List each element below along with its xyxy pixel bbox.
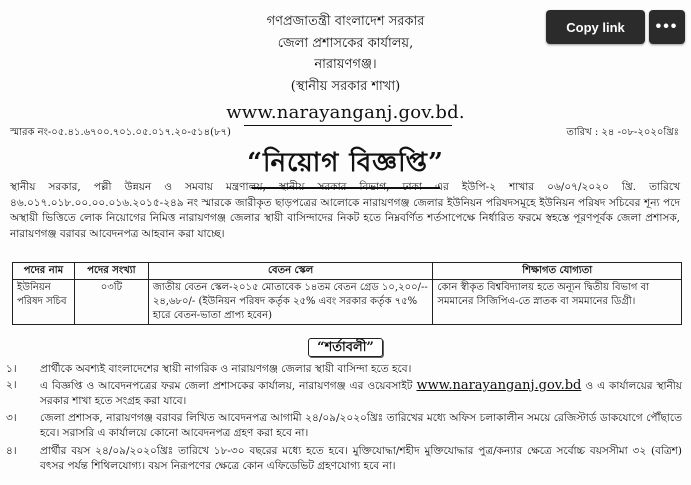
office-name: জেলা প্রশাসকের কার্যালয়,	[277, 36, 414, 51]
govt-name: গণপ্রজাতন্ত্রী বাংলাদেশ সরকার	[266, 14, 425, 29]
condition-text-part: এ বিজ্ঞপ্তি ও আবেদনপত্রের ফরম জেলা প্রশাসকের কার্যালয়, নারায়ণগঞ্জ এর ওয়েবসাইট	[40, 380, 417, 392]
header-pay-scale: বেতন স্কেল	[148, 263, 433, 280]
condition-number: ২।	[6, 379, 17, 391]
condition-text	[40, 378, 682, 409]
condition-item	[6, 444, 682, 474]
header-qualification: শিক্ষাগত যোগ্যতা	[433, 263, 682, 280]
condition-number: ৪।	[6, 445, 17, 457]
table-row	[13, 280, 682, 325]
condition-item	[6, 411, 682, 441]
cell-pay-scale: জাতীয় বেতন স্কেল-২০১৫ মোতাবেক ১৪তম বেতন গ্রেড ১০,২০০/-- ২৪,৬৮০/- (ইউনিয়ন পরিষদ কর্তৃক ২৫% এবং সরকার কর্তৃক ৭৫% হারে বেতন-ভাতা প্রাপ্য হবেন)	[148, 280, 433, 325]
cell-post-count: ০৩টি	[74, 280, 148, 325]
condition-item	[6, 378, 682, 409]
website-header: www.narayanganj.gov.bd.	[0, 102, 691, 123]
intro-paragraph: স্থানীয় সরকার, পল্লী উন্নয়ন ও সমবায় মন্ত্রণালয়, স্থানীয় সরকার বিভাগ, ঢাকা এর ইউপি-২ শাখার ০৬/০৭/২০২০ খ্রি. তারিখে ৪৬.০১৭.০১৮.০০.০০.০১৬.২০১৫-২৪৯ নং স্মারকে জারীকৃত ছাড়পত্রের আলোকে নারায়ণগঞ্জ জেলার ইউনিয়ন পরিষদসমূহে ইউনিয়ন পরিষদ সচিবের শূন্য পদে অস্থায়ী ভিত্তিতে লোক নিয়োগের নিমিত্ত নারায়ণগঞ্জ জেলার স্থায়ী বাসিন্দাদের নিকট হতে নিম্নবর্ণিত শর্তসাপেক্ষে নির্ধারিত ফরমে স্বহস্তে পূরণপূর্বক জেলা প্রশাসক, নারায়ণগঞ্জ বরাবর আবেদনপত্র আহবান করা যাচ্ছে।	[10, 181, 680, 240]
conditions-title-text: “শর্তাবলী”	[308, 338, 383, 357]
condition-number: ১।	[6, 363, 17, 375]
conditions-title	[0, 338, 691, 359]
condition-number: ৩।	[6, 412, 17, 424]
condition-text: প্রার্থীকে অবশ্যই বাংলাদেশের স্থায়ী নাগরিক ও নারায়ণগঞ্জ জেলার স্থায়ী বাসিন্দা হতে হবে।	[40, 363, 412, 375]
header-post-count: পদের সংখ্যা	[74, 263, 148, 280]
condition-text-part: ও এ কার্যালয়ের স্থানীয় সরকার শাখা হতে সংগ্রহ করা যাবে।	[40, 380, 682, 407]
header-post-name: পদের নাম	[13, 263, 75, 280]
memo-number: স্মারক নং-০৫.৪১.৬৭০০.৭০১.০৫.০১৭.২০-৫১৪(৮৭)	[10, 127, 231, 138]
table-header-row	[13, 263, 682, 280]
condition-item	[6, 362, 682, 377]
more-icon: •••	[655, 18, 679, 35]
cell-qualification: কোন স্বীকৃত বিশ্ববিদ্যালয় হতে অন্যূন দ্বিতীয় বিভাগ বা সমমানের সিজিপিএ-তে স্নাতক বা সমমানের ডিগ্রী।	[433, 280, 682, 325]
branch-name: (স্থানীয় সরকার শাখা)	[290, 79, 401, 94]
notice-title: “নিয়োগ বিজ্ঞপ্তি”	[0, 142, 691, 186]
issue-date: তারিখ : ২৪ -০৮-২০২০খ্রিঃ	[566, 127, 679, 138]
condition-text: প্রার্থীর বয়স ২৪/০৯/২০২০খ্রিঃ তারিখে ১৮-৩০ বছরের মধ্যে হতে হবে। মুক্তিযোদ্ধা/শহীদ মুক্তিযোদ্ধার পুত্র/কন্যার ক্ষেত্রে সর্বোচ্চ বয়সসীমা ৩২ (বত্রিশ) বৎসর পর্যন্ত শিথিলযোগ্য। বয়স নিরূপণের ক্ষেত্রে কোন এফিডেভিট গ্রহণযোগ্য হবে না।	[40, 445, 682, 472]
website-link[interactable]: www.narayanganj.gov.bd	[416, 378, 582, 393]
cell-post-name: ইউনিয়ন পরিষদ সচিব	[13, 280, 75, 325]
posts-table	[12, 262, 682, 325]
condition-text: জেলা প্রশাসক, নারায়ণগঞ্জ বরাবর লিখিত আবেদনপত্র আগামী ২৪/০৯/২০২০খ্রিঃ তারিখের মধ্যে অফিস চলাকালীন সময়ে রেজিস্টার্ড ডাকযোগে পৌঁছাতে হবে। সরাসরি এ কার্যালয়ে কোনো আবেদনপত্র গ্রহণ করা হবে না।	[40, 412, 682, 439]
district-name: নারায়ণগঞ্জ।	[314, 57, 377, 72]
more-options-button[interactable]	[649, 10, 685, 44]
copy-link-button[interactable]: Copy link	[546, 10, 645, 44]
